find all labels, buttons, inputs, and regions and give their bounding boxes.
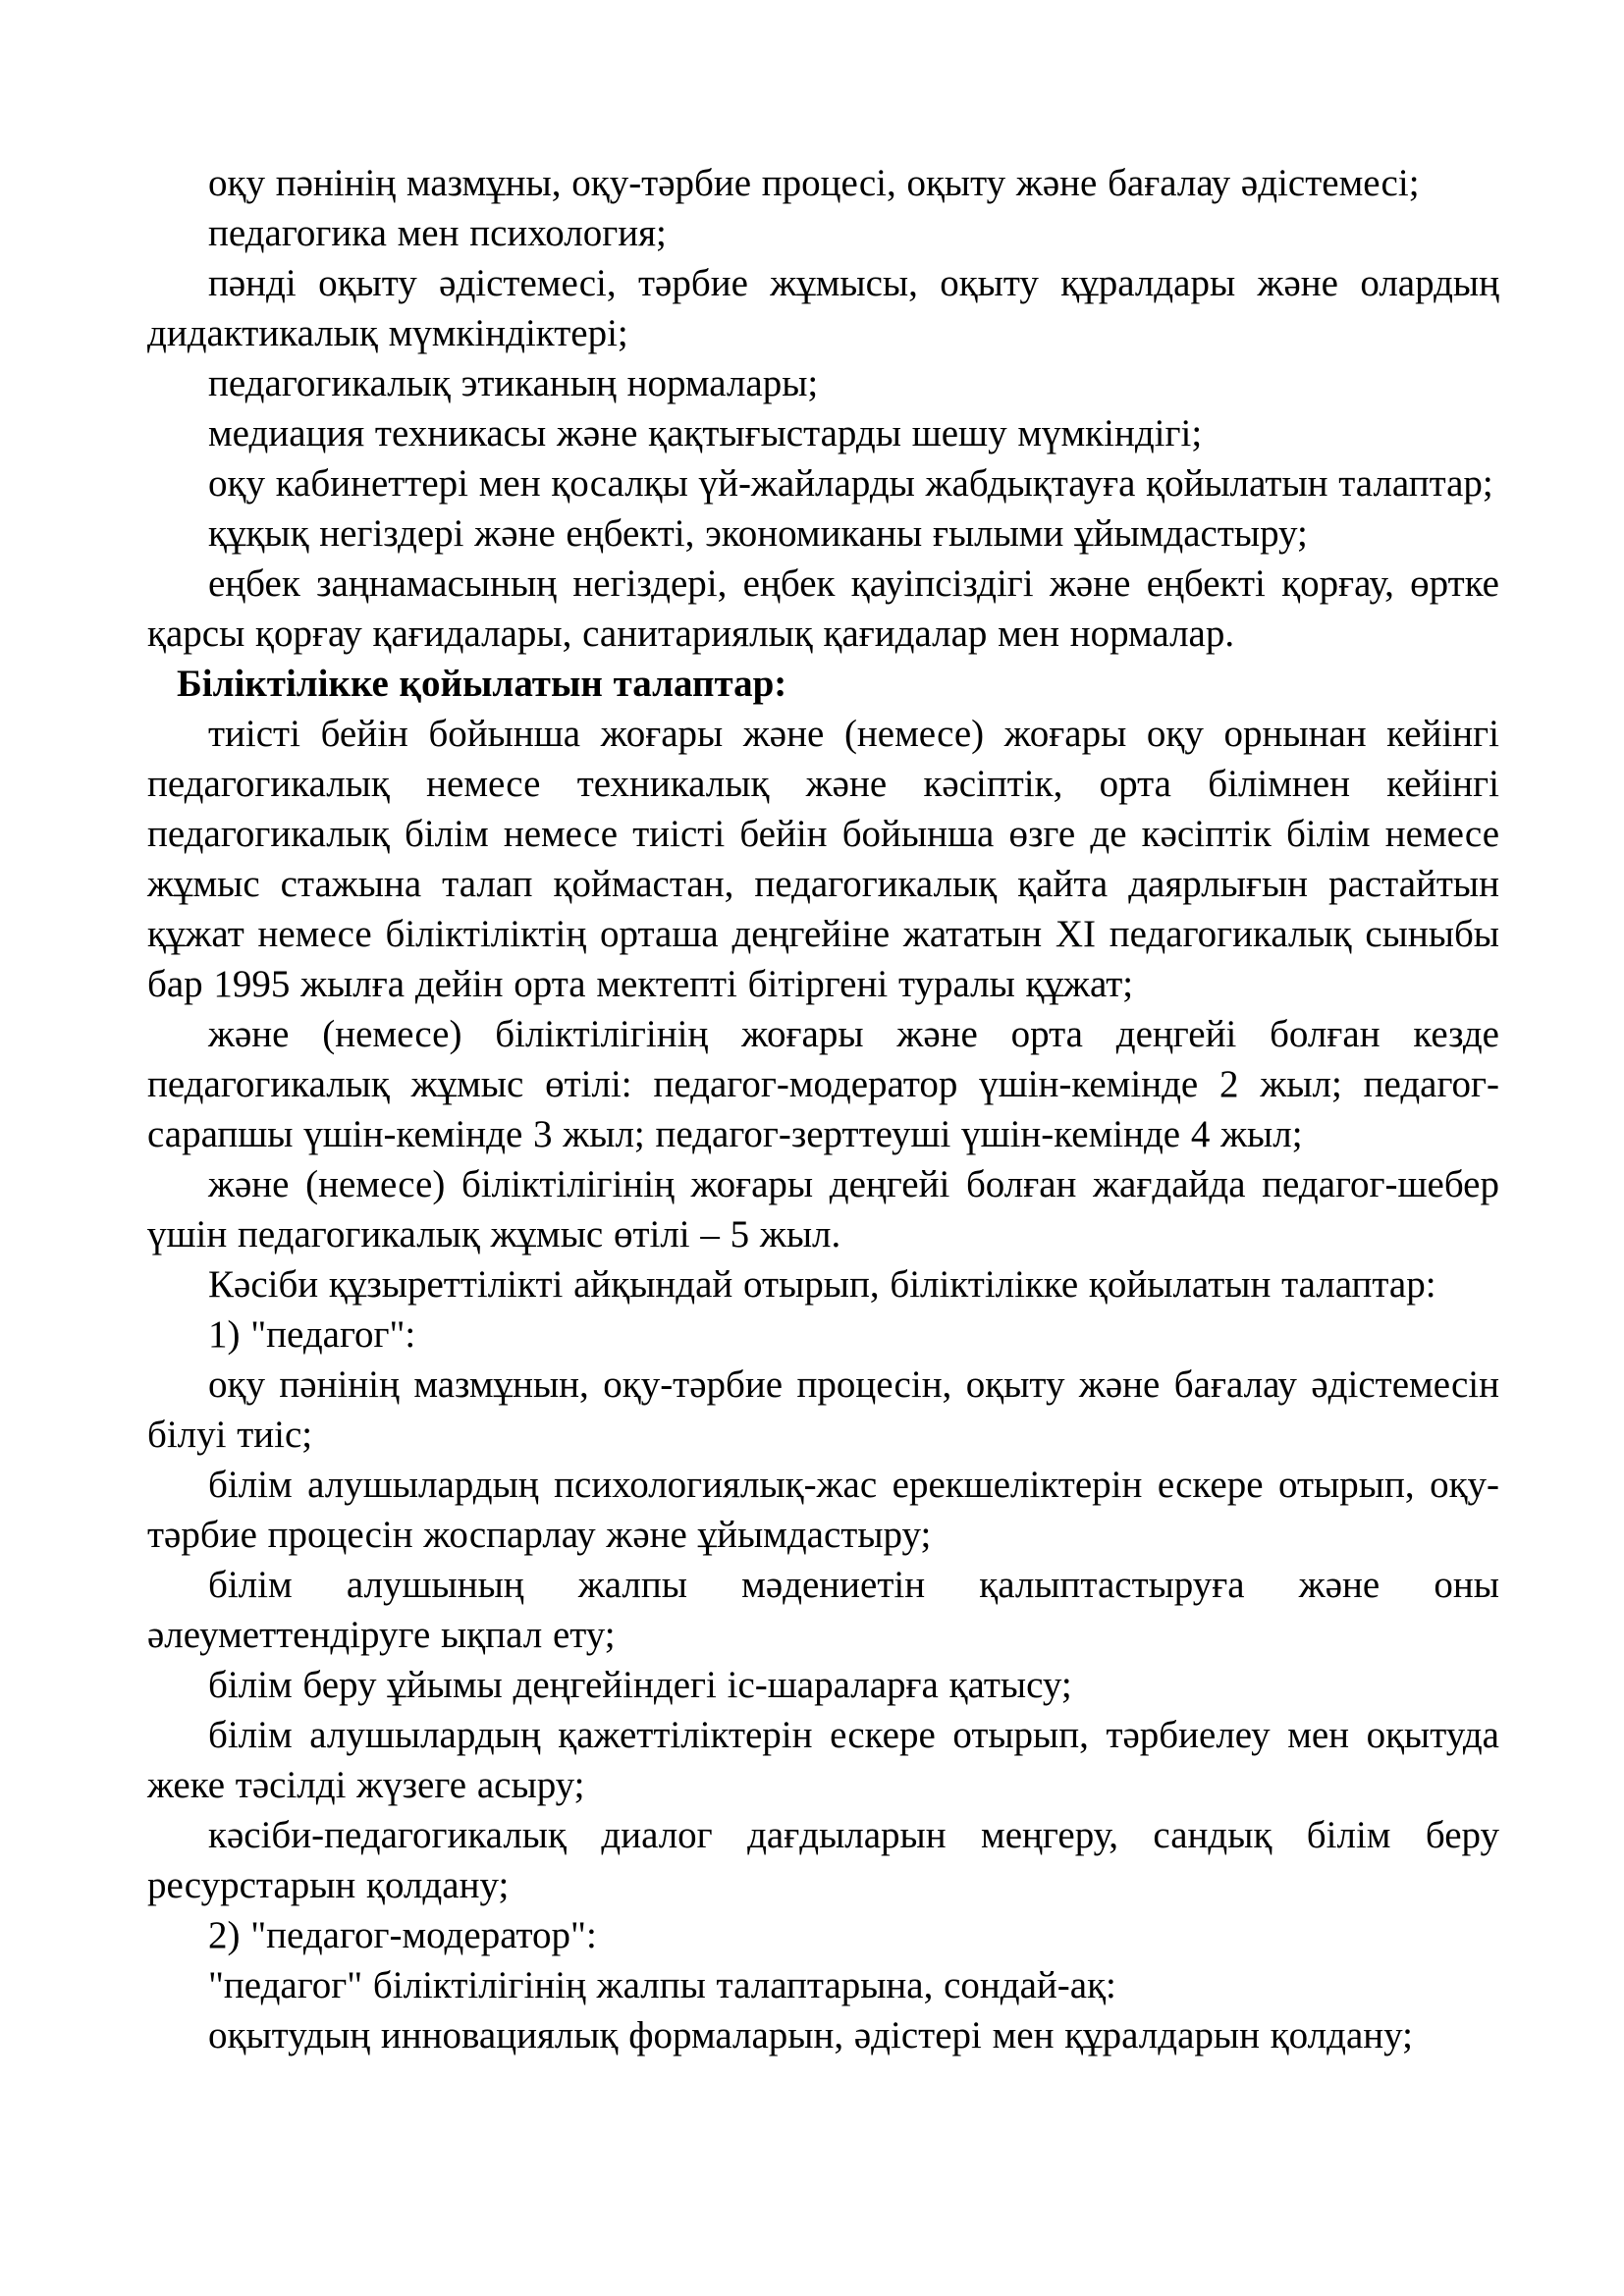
paragraph-pedagog-planning: білім алушылардың психологиялық-жас ерекшеліктерін ескере отырып, оқу-тәрбие процесін жоспарлау және ұйымдастыру; xyxy=(147,1464,1499,1556)
paragraph-subject-content: оқу пәнінің мазмұны, оқу-тәрбие процесі, оқыту және бағалау әдістемесі; xyxy=(208,162,1420,204)
paragraph-item-1-pedagog: 1) "педагог": xyxy=(208,1313,416,1356)
section-heading-qualification-requirements: Біліктілікке қойылатын талаптар: xyxy=(177,663,787,705)
paragraph-law-basics: құқық негіздері және еңбекті, экономиканы ғылыми ұйымдастыру; xyxy=(208,512,1308,555)
paragraph-pedagog-knowledge: оқу пәнінің мазмұнын, оқу-тәрбие процесін, оқыту және бағалау әдістемесін білуі тиіс; xyxy=(147,1363,1499,1456)
paragraph-education-requirements: тиісті бейін бойынша жоғары және (немесе) жоғары оқу орнынан кейінгі педагогикалық немесе техникалық және кәсіптік, орта білімнен кейінгі педагогикалық білім немесе тиісті бейін бойынша өзге де кәсіптік білім немесе жұмыс стажына талап қоймастан, педагогикалық қайта даярлығын растайтын құжат немесе біліктіліктің орташа деңгейіне жататын XI педагогикалық сыныбы бар 1995 жылға дейін орта мектепті бітіргені туралы құжат; xyxy=(147,713,1499,1005)
paragraph-pedagogy-psychology: педагогика мен психология; xyxy=(208,212,667,254)
paragraph-labor-legislation: еңбек заңнамасының негіздері, еңбек қауіпсіздігі және еңбекті қорғау, өртке қарсы қорғау қағидалары, санитариялық қағидалар мен нормалар. xyxy=(147,562,1499,655)
paragraph-pedagog-events: білім беру ұйымы деңгейіндегі іс-шараларға қатысу; xyxy=(208,1664,1072,1706)
paragraph-experience-mid-levels: және (немесе) біліктілігінің жоғары және орта деңгейі болған кезде педагогикалық жұмыс өтілі: педагог-модератор үшін-кемінде 2 жыл; педагог-сарапшы үшін-кемінде 3 жыл; педагог-зерттеуші үшін-кемінде 4 жыл; xyxy=(147,1013,1499,1155)
paragraph-moderator-general: "педагог" біліктілігінің жалпы талаптарына, сондай-ақ: xyxy=(208,1964,1116,2006)
paragraph-mediation: медиация техникасы және қақтығыстарды шешу мүмкіндігі; xyxy=(208,412,1203,454)
paragraph-pedagog-dialog-skills: кәсіби-педагогикалық диалог дағдыларын меңгеру, сандық білім беру ресурстарын қолдану; xyxy=(147,1814,1499,1906)
paragraph-experience-master: және (немесе) біліктілігінің жоғары деңгейі болған жағдайда педагог-шебер үшін педагогикалық жұмыс өтілі – 5 жыл. xyxy=(147,1163,1499,1255)
paragraph-ethics-norms: педагогикалық этиканың нормалары; xyxy=(208,362,819,404)
paragraph-pedagog-culture: білім алушының жалпы мәдениетін қалыптастыруға және оны әлеуметтендіруге ықпал ету; xyxy=(147,1564,1499,1656)
paragraph-teaching-methods: пәнді оқыту әдістемесі, тәрбие жұмысы, оқыту құралдары және олардың дидактикалық мүмкіндіктері; xyxy=(147,262,1499,354)
paragraph-competence-intro: Кәсіби құзыреттілікті айқындай отырып, біліктілікке қойылатын талаптар: xyxy=(208,1263,1436,1306)
paragraph-moderator-innovation: оқытудың инновациялық формаларын, әдістері мен құралдарын қолдану; xyxy=(208,2014,1413,2056)
paragraph-item-2-moderator: 2) "педагог-модератор": xyxy=(208,1914,597,1956)
paragraph-pedagog-individual-approach: білім алушылардың қажеттіліктерін ескере отырып, тәрбиелеу мен оқытуда жеке тәсілді жүзеге асыру; xyxy=(147,1714,1499,1806)
paragraph-classroom-requirements: оқу кабинеттері мен қосалқы үй-жайларды жабдықтауға қойылатын талаптар; xyxy=(208,462,1493,505)
